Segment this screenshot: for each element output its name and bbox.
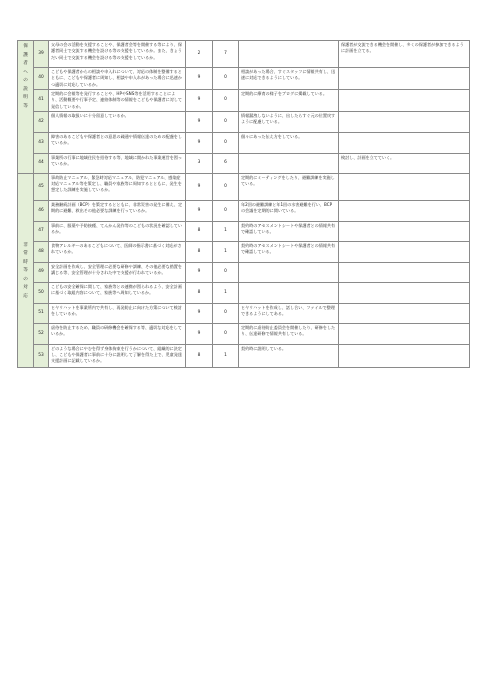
yes-count: 9	[186, 173, 213, 200]
yes-count: 9	[186, 68, 213, 90]
item-number: 53	[34, 344, 49, 367]
table-row	[18, 262, 470, 282]
yes-count: 8	[186, 282, 213, 303]
table-row	[18, 323, 470, 344]
item-number: 49	[34, 262, 49, 282]
remarks-cell: 個々にあった伝え方をしている。	[239, 132, 339, 153]
item-content: 父母の会の活動を支援することや、保護者会等を開催する等により、保護者同士で交流する機会を設ける等の支援をしているか。また、きょうだい同士で交流する機会を設ける等の支援をしているか。	[49, 41, 186, 68]
improvement-cell: 保護者が交流できる機会を開催し、多くの保護者が参加できるように計画を立てる。	[339, 41, 470, 68]
yes-count: 8	[186, 344, 213, 367]
table-row	[18, 111, 470, 132]
table-row	[18, 68, 470, 90]
table-row	[18, 344, 470, 367]
remarks-cell: 契約時のアセスメントシートや保護者との情報共有で確認している。	[239, 241, 339, 262]
remarks-cell: 相談があった場合、すぐスタッフに情報共有し、迅速に対応できるようにしている。	[239, 68, 339, 90]
improvement-cell	[339, 323, 470, 344]
yes-count: 9	[186, 303, 213, 323]
table-row	[18, 132, 470, 153]
no-count: 0	[213, 323, 239, 344]
improvement-cell	[339, 303, 470, 323]
item-number: 45	[34, 173, 49, 200]
remarks-cell: 年2回の避難訓練と年1回の水害避難を行い、BCPの会議を定期的に開いている。	[239, 200, 339, 221]
item-content: 虐待を防止するため、職員の研修機会を確保する等、適切な対応をしているか。	[49, 323, 186, 344]
item-number: 44	[34, 153, 49, 173]
category-cell	[18, 173, 34, 367]
table-row	[18, 173, 470, 200]
no-count: 6	[213, 153, 239, 173]
item-number: 40	[34, 68, 49, 90]
remarks-cell	[239, 41, 339, 68]
no-count: 0	[213, 90, 239, 112]
item-number: 52	[34, 323, 49, 344]
item-number: 43	[34, 132, 49, 153]
yes-count: 2	[186, 41, 213, 68]
no-count: 1	[213, 344, 239, 367]
remarks-cell: ヒヤリハットを作成し、話し合い、ファイルで整理できるようにしてある。	[239, 303, 339, 323]
yes-count: 9	[186, 262, 213, 282]
no-count: 0	[213, 68, 239, 90]
item-number: 39	[34, 41, 49, 68]
improvement-cell	[339, 132, 470, 153]
item-content: 障害のあるこどもや保護者との意思の疎通や情報伝達のための配慮をしているか。	[49, 132, 186, 153]
no-count: 0	[213, 303, 239, 323]
remarks-cell	[239, 282, 339, 303]
improvement-cell	[339, 241, 470, 262]
item-number: 46	[34, 200, 49, 221]
table-row	[18, 303, 470, 323]
yes-count: 8	[186, 221, 213, 241]
remarks-cell	[239, 153, 339, 173]
table-row	[18, 90, 470, 112]
table-row	[18, 153, 470, 173]
item-content: 個人情報の取扱いに十分留意しているか。	[49, 111, 186, 132]
remarks-cell: 情報漏洩しないように、出したらすぐ元の位置戻すように配慮している。	[239, 111, 339, 132]
no-count: 0	[213, 173, 239, 200]
no-count: 0	[213, 200, 239, 221]
table-row	[18, 282, 470, 303]
improvement-cell	[339, 282, 470, 303]
yes-count: 9	[186, 132, 213, 153]
category-label: 保護者への説明等	[23, 44, 28, 109]
remarks-cell: 契約時に説明している。	[239, 344, 339, 367]
item-content: 業務継続計画（BCP）を策定するとともに、非常災害の発生に備え、定期的に避難、救出その他必要な訓練を行っているか。	[49, 200, 186, 221]
item-number: 48	[34, 241, 49, 262]
item-content: どのような場合にやむを得ず身体拘束を行うかについて、組織的に決定し、こどもや保護者に事前に十分に説明して了解を得た上で、児童発達支援計画に記載しているか。	[49, 344, 186, 367]
no-count: 0	[213, 132, 239, 153]
category-cell	[18, 41, 34, 174]
improvement-cell	[339, 221, 470, 241]
remarks-cell	[239, 262, 339, 282]
remarks-cell: 契約時のアセスメントシートや保護者との情報共有で確認している。	[239, 221, 339, 241]
item-content: 事故防止マニュアル、緊急時対応マニュアル、防犯マニュアル、感染症対応マニュアル等を策定し、職員や家族等に周知するとともに、発生を想定した訓練を実施しているか。	[49, 173, 186, 200]
no-count: 1	[213, 241, 239, 262]
item-number: 47	[34, 221, 49, 241]
item-content: 安全計画を作成し、安全管理に必要な研修や訓練、その他必要な措置を講じる等、安全管理が十分された中で支援が行われているか。	[49, 262, 186, 282]
remarks-cell: 定期的に療育の様子をブログに掲載している。	[239, 90, 339, 112]
no-count: 1	[213, 221, 239, 241]
improvement-cell	[339, 90, 470, 112]
item-content: ヒヤリハットを事業所内で共有し、再発防止に向けた方策について検討をしているか。	[49, 303, 186, 323]
remarks-cell: 定期的に虐待防止委員会を開催したり、研修をしたり、伝達研修で情報共有している。	[239, 323, 339, 344]
improvement-cell	[339, 200, 470, 221]
yes-count: 3	[186, 153, 213, 173]
no-count: 7	[213, 41, 239, 68]
yes-count: 9	[186, 323, 213, 344]
improvement-cell	[339, 111, 470, 132]
item-content: 事業所の行事に地域住民を招待する等、地域に開かれた事業運営を図っているか。	[49, 153, 186, 173]
no-count: 0	[213, 111, 239, 132]
table-row	[18, 200, 470, 221]
category-label: 非常時等の対応	[23, 242, 28, 299]
item-number: 42	[34, 111, 49, 132]
yes-count: 9	[186, 90, 213, 112]
yes-count: 9	[186, 200, 213, 221]
item-content: こどもや保護者からの相談や申入れについて、対応の体制を整備するとともに、こどもや保護者に周知し、相談や申入れがあった場合に迅速かつ適切に対応しているか。	[49, 68, 186, 90]
item-content: こどもの安全確保に関して、家族等との連携が図られるよう、安全計画に基づく取組内容について、家族等へ周知しているか。	[49, 282, 186, 303]
item-number: 51	[34, 303, 49, 323]
yes-count: 9	[186, 111, 213, 132]
table-row	[18, 221, 470, 241]
item-number: 50	[34, 282, 49, 303]
improvement-cell	[339, 262, 470, 282]
no-count: 0	[213, 262, 239, 282]
remarks-cell: 定期的にミーティングをしたり、避難訓練を実施している。	[239, 173, 339, 200]
item-content: 定期的に会報等を発行することや、HPやSNS等を活用することにより、活動概要や行事予定、連絡体制等の情報をこどもや保護者に対して発信しているか。	[49, 90, 186, 112]
improvement-cell	[339, 344, 470, 367]
item-content: 食物アレルギーのあるこどもについて、医師の指示書に基づく対応がされているか。	[49, 241, 186, 262]
evaluation-table-body	[18, 41, 470, 368]
item-number: 41	[34, 90, 49, 112]
table-row	[18, 241, 470, 262]
item-content: 事前に、服薬や予防接種、てんかん発作等のこどもの状況を確認しているか。	[49, 221, 186, 241]
evaluation-table	[17, 40, 470, 368]
improvement-cell	[339, 68, 470, 90]
improvement-cell	[339, 173, 470, 200]
no-count: 1	[213, 282, 239, 303]
improvement-cell: 検討し、計画を立てていく。	[339, 153, 470, 173]
table-row	[18, 41, 470, 68]
yes-count: 8	[186, 241, 213, 262]
